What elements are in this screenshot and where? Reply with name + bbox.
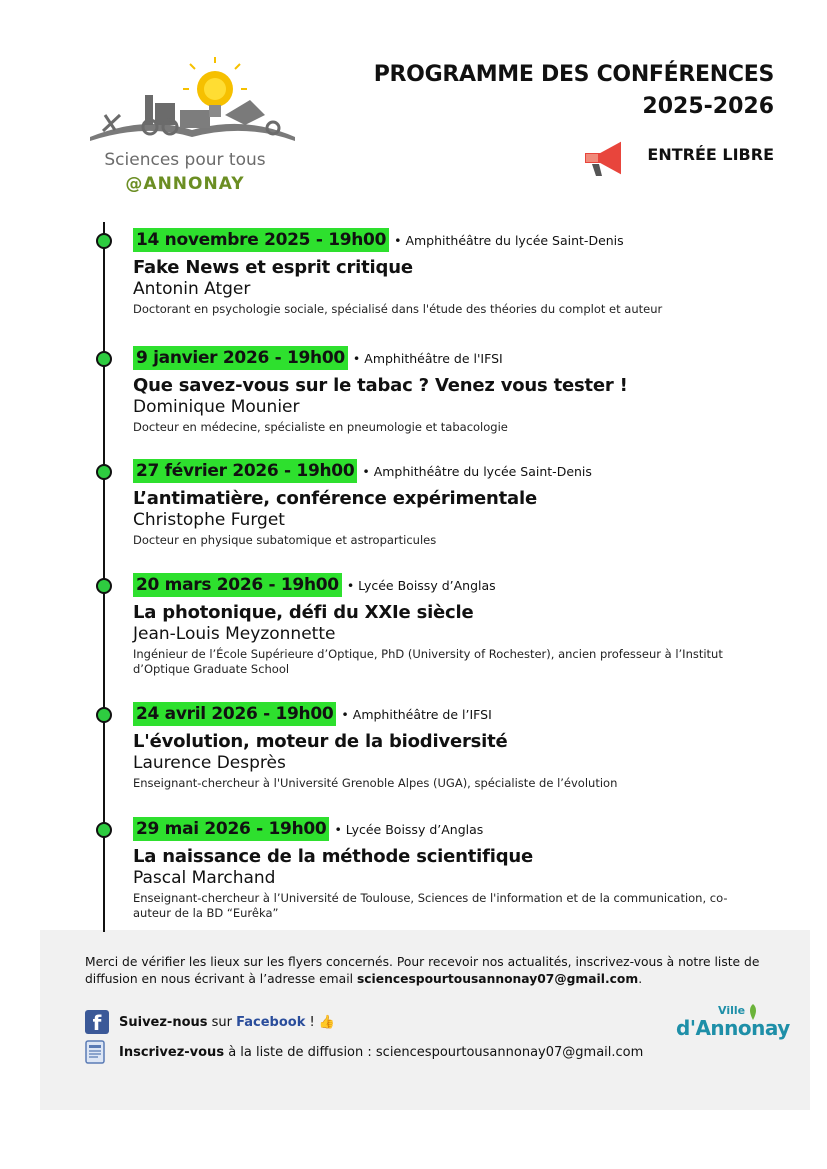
event-title: La photonique, défi du XXIe siècle [133, 602, 474, 623]
event-speaker: Jean-Louis Meyzonnette [133, 624, 336, 644]
footer-email[interactable]: sciencespourtousannonay07@gmail.com [356, 972, 639, 986]
event-speaker: Pascal Marchand [133, 868, 276, 888]
event-date: 24 avril 2026 - 19h00 [133, 702, 336, 726]
event-speaker: Dominique Mounier [133, 397, 300, 417]
newsletter-row [85, 1040, 643, 1064]
event-title: Que savez-vous sur le tabac ? Venez vous tester ! [133, 375, 628, 396]
page-year: 2025-2026 [642, 94, 774, 119]
event-place: • Amphithéâtre du lycée Saint-Denis [394, 232, 624, 248]
newsletter-signup-label: Inscrivez-vous [119, 1044, 225, 1060]
event-item [133, 817, 753, 921]
timeline-dot [96, 233, 112, 249]
facebook-link[interactable]: Facebook [236, 1014, 306, 1030]
timeline-dot [96, 822, 112, 838]
event-title: Fake News et esprit critique [133, 257, 413, 278]
logo-subtitle: @ANNONAY [125, 174, 245, 194]
facebook-follow-label: Suivez-nous [119, 1014, 208, 1030]
page-title: PROGRAMME DES CONFÉRENCES [373, 62, 774, 87]
event-place: • Lycée Boissy d’Anglas [346, 577, 496, 593]
event-title: L’antimatière, conférence expérimentale [133, 488, 537, 509]
timeline-dot [96, 707, 112, 723]
newsletter-text: à la liste de diffusion : sciencespourtousannonay07@gmail.com [224, 1044, 644, 1060]
event-item [133, 573, 753, 677]
event-item [133, 459, 753, 548]
ville-logo-small: Ville [718, 1004, 746, 1017]
event-date: 27 février 2026 - 19h00 [133, 459, 357, 483]
event-date: 9 janvier 2026 - 19h00 [133, 346, 348, 370]
event-date: 14 novembre 2025 - 19h00 [133, 228, 389, 252]
ville-logo-name: d'Annonay [676, 1016, 790, 1040]
event-description: Docteur en médecine, spécialiste en pneumologie et tabacologie [133, 420, 508, 434]
event-place: • Lycée Boissy d’Anglas [334, 821, 484, 837]
event-speaker: Laurence Desprès [133, 753, 286, 773]
megaphone-icon [578, 136, 630, 180]
event-item [133, 346, 753, 435]
facebook-row [85, 1010, 335, 1034]
footer-note-text: Merci de vérifier les lieux sur les flyers concernés. Pour recevoir nos actualités, inscrivez-vous à notre liste de diffusion en nous écrivant à l’adresse email [85, 955, 760, 986]
event-place: • Amphithéâtre de l'IFSI [352, 350, 503, 366]
timeline-dot [96, 578, 112, 594]
event-description: Doctorant en psychologie sociale, spécialisé dans l'étude des théories du complot et auteur [133, 302, 663, 316]
footer-note-end: . [638, 972, 643, 986]
entree-libre-label: ENTRÉE LIBRE [647, 145, 774, 164]
event-description: Enseignant-chercheur à l’Université de Toulouse, Sciences de l'information et de la communication, co-auteur de la BD “Eurêka” [133, 891, 728, 920]
logo-title: Sciences pour tous [104, 150, 266, 170]
event-date: 29 mai 2026 - 19h00 [133, 817, 329, 841]
event-description: Enseignant-chercheur à l'Université Grenoble Alpes (UGA), spécialiste de l’évolution [133, 776, 618, 790]
facebook-mid-text: sur [207, 1014, 237, 1030]
event-speaker: Antonin Atger [133, 279, 251, 299]
timeline-dot [96, 464, 112, 480]
event-place: • Amphithéâtre de l’IFSI [341, 706, 492, 722]
event-description: Docteur en physique subatomique et astroparticules [133, 533, 437, 547]
event-item [133, 228, 753, 317]
event-speaker: Christophe Furget [133, 510, 285, 530]
footer-note [85, 954, 765, 988]
timeline-dot [96, 351, 112, 367]
event-place: • Amphithéâtre du lycée Saint-Denis [362, 463, 592, 479]
event-title: L'évolution, moteur de la biodiversité [133, 731, 508, 752]
event-description: Ingénieur de l’École Supérieure d’Optique, PhD (University of Rochester), ancien professeur à l’Institut d’Optique Graduate School [133, 647, 723, 676]
facebook-icon[interactable]: f [85, 1010, 109, 1034]
event-date: 20 mars 2026 - 19h00 [133, 573, 342, 597]
newsletter-icon [85, 1040, 107, 1064]
event-item [133, 702, 753, 791]
facebook-end-text: ! 👍 [305, 1014, 336, 1030]
event-title: La naissance de la méthode scientifique [133, 846, 534, 867]
